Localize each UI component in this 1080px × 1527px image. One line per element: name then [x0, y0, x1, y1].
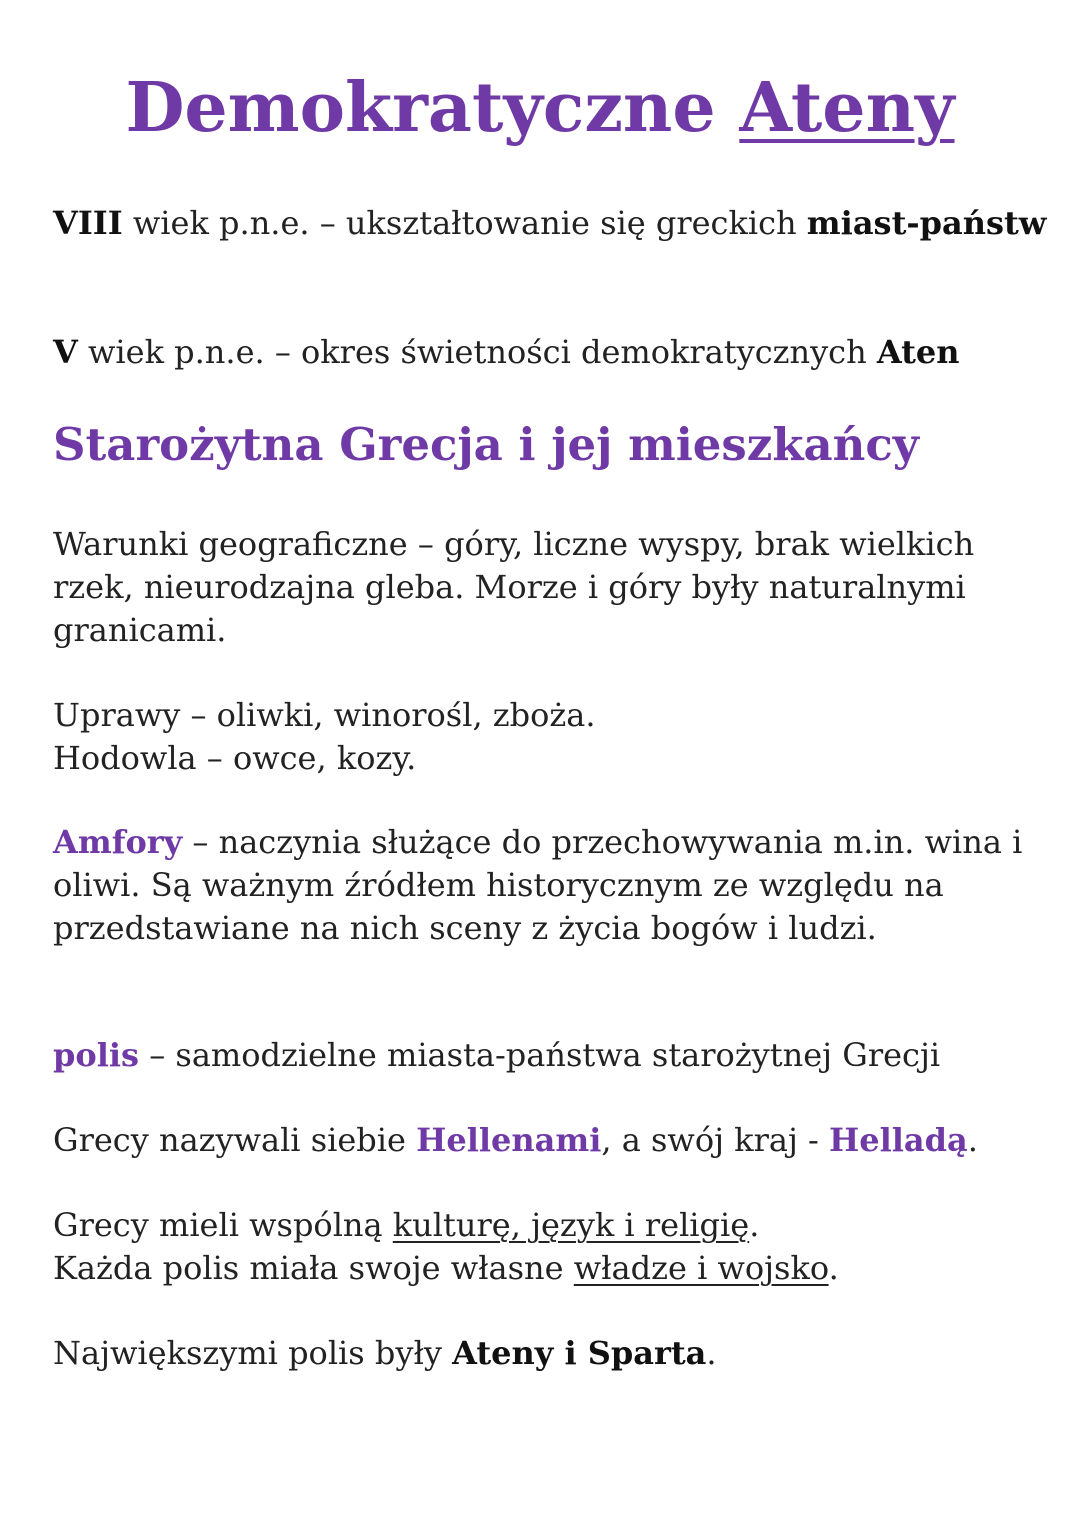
paragraph-common-culture — [53, 1204, 1053, 1247]
hellenes-middle: , a swój kraj - — [601, 1121, 830, 1159]
timeline-v-bold-end: Aten — [876, 333, 960, 371]
polis-term: polis — [53, 1036, 140, 1074]
largest-bold: Ateny i Sparta — [452, 1334, 707, 1372]
timeline-viii-century — [53, 202, 1053, 245]
common-before: Grecy mieli wspólną — [53, 1206, 393, 1244]
paragraph-breeding: Hodowla – owce, kozy. — [53, 739, 417, 777]
timeline-viii-bold-end: miast-państw — [806, 204, 1047, 242]
timeline-v-term: V — [53, 333, 78, 371]
paragraph-polis — [53, 1034, 1053, 1077]
title-part-2: Ateny — [739, 68, 955, 148]
title-part-1: Demokratyczne — [125, 68, 716, 148]
amphorae-term: Amfory — [53, 823, 183, 861]
paragraph-largest-polis — [53, 1332, 1053, 1375]
hellenes-end: . — [967, 1121, 978, 1159]
section-heading: Starożytna Grecja i jej mieszkańcy — [53, 418, 919, 471]
timeline-viii-text: wiek p.n.e. – ukształtowanie się greckich — [122, 204, 807, 242]
paragraph-own-authorities — [53, 1247, 1053, 1290]
timeline-viii-term: VIII — [53, 204, 123, 242]
hellenes-before: Grecy nazywali siebie — [53, 1121, 417, 1159]
common-underlined: kulturę, język i religię — [392, 1206, 750, 1244]
paragraph-hellenes — [53, 1119, 1053, 1162]
paragraph-amphorae — [53, 821, 1043, 950]
hellas-term: Helladą — [829, 1121, 968, 1159]
own-underlined: władze i wojsko — [573, 1249, 829, 1287]
paragraph-crops: Uprawy – oliwki, winorośl, zboża. — [53, 696, 596, 734]
own-end: . — [828, 1249, 839, 1287]
hellenes-term: Hellenami — [416, 1121, 602, 1159]
own-before: Każda polis miała swoje własne — [53, 1249, 574, 1287]
page-title — [0, 68, 1080, 150]
common-end: . — [749, 1206, 760, 1244]
largest-before: Największymi polis były — [53, 1334, 453, 1372]
amphorae-text: – naczynia służące do przechowywania m.in. wina i oliwi. Są ważnym źródłem historycznym ze względu na przedstawiane na nich sceny z życia bogów i ludzi. — [53, 823, 1023, 947]
timeline-v-text: wiek p.n.e. – okres świetności demokratycznych — [77, 333, 877, 371]
timeline-v-century — [53, 331, 1053, 374]
polis-text: – samodzielne miasta-państwa starożytnej Grecji — [139, 1036, 941, 1074]
largest-end: . — [706, 1334, 717, 1372]
paragraph-geography: Warunki geograficzne – góry, liczne wyspy, brak wielkich rzek, nieurodzajna gleba. Morze i góry były naturalnymi granicami. — [53, 525, 975, 649]
